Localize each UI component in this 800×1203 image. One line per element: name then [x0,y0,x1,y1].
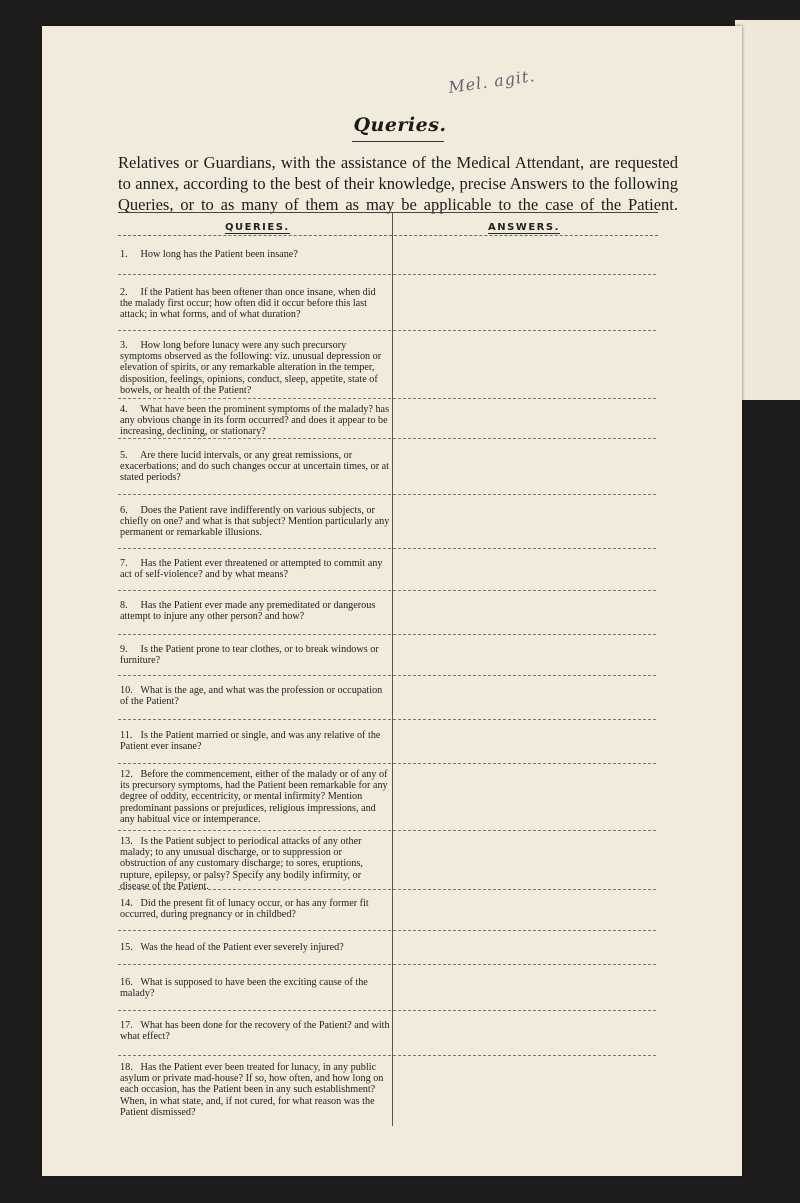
query-number: 8. [120,600,128,611]
query-15 [120,942,390,953]
query-10 [120,685,390,707]
query-text: If the Patient has been oftener than once insane, when did the malady first occur; how often did it occur before this last attack; in what forms, and of what duration? [120,287,376,321]
handwritten-note: Mel. agit. [447,65,537,98]
row-rule [118,494,656,495]
query-1 [120,249,390,260]
query-text: Is the Patient prone to tear clothes, or to break windows or furniture? [120,644,379,667]
query-text: Has the Patient ever made any premeditated or dangerous attempt to injure any other person? and how? [120,600,376,623]
query-9 [120,644,390,666]
row-rule [118,548,656,549]
query-number: 6. [120,505,128,516]
query-number: 1. [120,249,128,260]
query-number: 12. [120,769,133,780]
query-text: Has the Patient ever been treated for lunacy, in any public asylum or private mad-house? If so, how often, and how long on each occasion, has the Patient been in any such establishment? When, in what state, and, if not cured, for what reason was the Patient dismissed? [120,1062,384,1118]
row-rule [118,634,656,635]
query-number: 13. [120,836,133,847]
query-text: Has the Patient ever threatened or attempted to commit any act of self-violence? and by what means? [120,558,383,581]
query-number: 18. [120,1062,133,1073]
queries-column-header: QUERIES. [225,222,290,233]
query-text: What has been done for the recovery of the Patient? and with what effect? [120,1020,390,1043]
query-13 [120,836,390,892]
query-2 [120,287,390,321]
query-number: 15. [120,942,133,953]
row-rule [118,930,656,931]
query-text: What is supposed to have been the exciting cause of the malady? [120,977,368,1000]
row-rule [118,763,656,764]
row-rule [118,1010,656,1011]
query-number: 14. [120,898,133,909]
column-divider [392,213,393,1126]
row-rule [118,274,656,275]
query-12 [120,769,390,825]
query-number: 5. [120,450,128,461]
query-number: 10. [120,685,133,696]
answers-column-header: ANSWERS. [488,222,560,233]
query-text: What is the age, and what was the profession or occupation of the Patient? [120,685,383,708]
row-rule [118,398,656,399]
query-number: 9. [120,644,128,655]
row-rule [118,830,656,831]
page-title: Queries. [353,114,447,136]
query-text: Before the commencement, either of the malady or of any of its precursory symptoms, had the Patient been remarkable for any degree of oddity, eccentricity, or mental infirmity? Mention predominant passions or prejudices, religious impressions, and any habitual vice or intemperance. [120,769,388,825]
query-number: 3. [120,340,128,351]
row-rule [118,590,656,591]
query-number: 16. [120,977,133,988]
title-underline [352,141,444,142]
table-top-rule [118,212,658,213]
query-6 [120,505,390,539]
query-8 [120,600,390,622]
query-17 [120,1020,390,1042]
query-14 [120,898,390,920]
query-text: Is the Patient subject to periodical attacks of any other malady; to any unusual discharge, or to suppression or obstruction of any customary discharge; to sores, eruptions, rupture, epilepsy, or palsy? Specify any bodily infirmity, or disease of the Patient. [120,836,363,892]
header-rule [118,235,658,236]
query-text: How long before lunacy were any such precursory symptoms observed as the following: viz. unusual depression or elevation of spirits, or any remarkable alteration in the temper, disposition, feelings, opinions, conduct, sleep, appetite, state of bowels, or health of the Patient? [120,340,382,396]
row-rule [118,889,656,890]
row-rule [118,719,656,720]
row-rule [118,964,656,965]
row-rule [118,675,656,676]
query-5 [120,450,390,484]
query-text: Is the Patient married or single, and was any relative of the Patient ever insane? [120,730,381,753]
row-rule [118,1055,656,1056]
query-number: 7. [120,558,128,569]
row-rule [118,330,656,331]
query-text: Was the head of the Patient ever severely injured? [140,942,344,953]
intro-paragraph: Relatives or Guardians, with the assistance of the Medical Attendant, are requested to annex, according to the best of their knowledge, precise Answers to the following Queries, or to as many of them as may be applicable to the case of the Patient. [118,153,678,214]
query-number: 2. [120,287,128,298]
adjacent-page [735,20,800,400]
query-number: 17. [120,1020,133,1031]
query-text: Are there lucid intervals, or any great remissions, or exacerbations; and do such changes occur at uncertain times, or at stated periods? [120,450,390,484]
query-3 [120,340,390,396]
query-number: 4. [120,404,128,415]
query-18 [120,1062,390,1118]
query-text: Does the Patient rave indifferently on various subjects, or chiefly on one? and what is that subject? Mention particularly any permanent or remarkable illusions. [120,505,390,539]
query-number: 11. [120,730,133,741]
query-text: Did the present fit of lunacy occur, or has any former fit occurred, during pregnancy or in childbed? [120,898,369,921]
row-rule [118,438,656,439]
query-16 [120,977,390,999]
query-11 [120,730,390,752]
query-text: How long has the Patient been insane? [140,249,298,260]
query-4 [120,404,390,438]
query-7 [120,558,390,580]
query-text: What have been the prominent symptoms of the malady? has any obvious change in its form occurred? and does it appear to be increasing, declining, or stationary? [120,404,390,438]
